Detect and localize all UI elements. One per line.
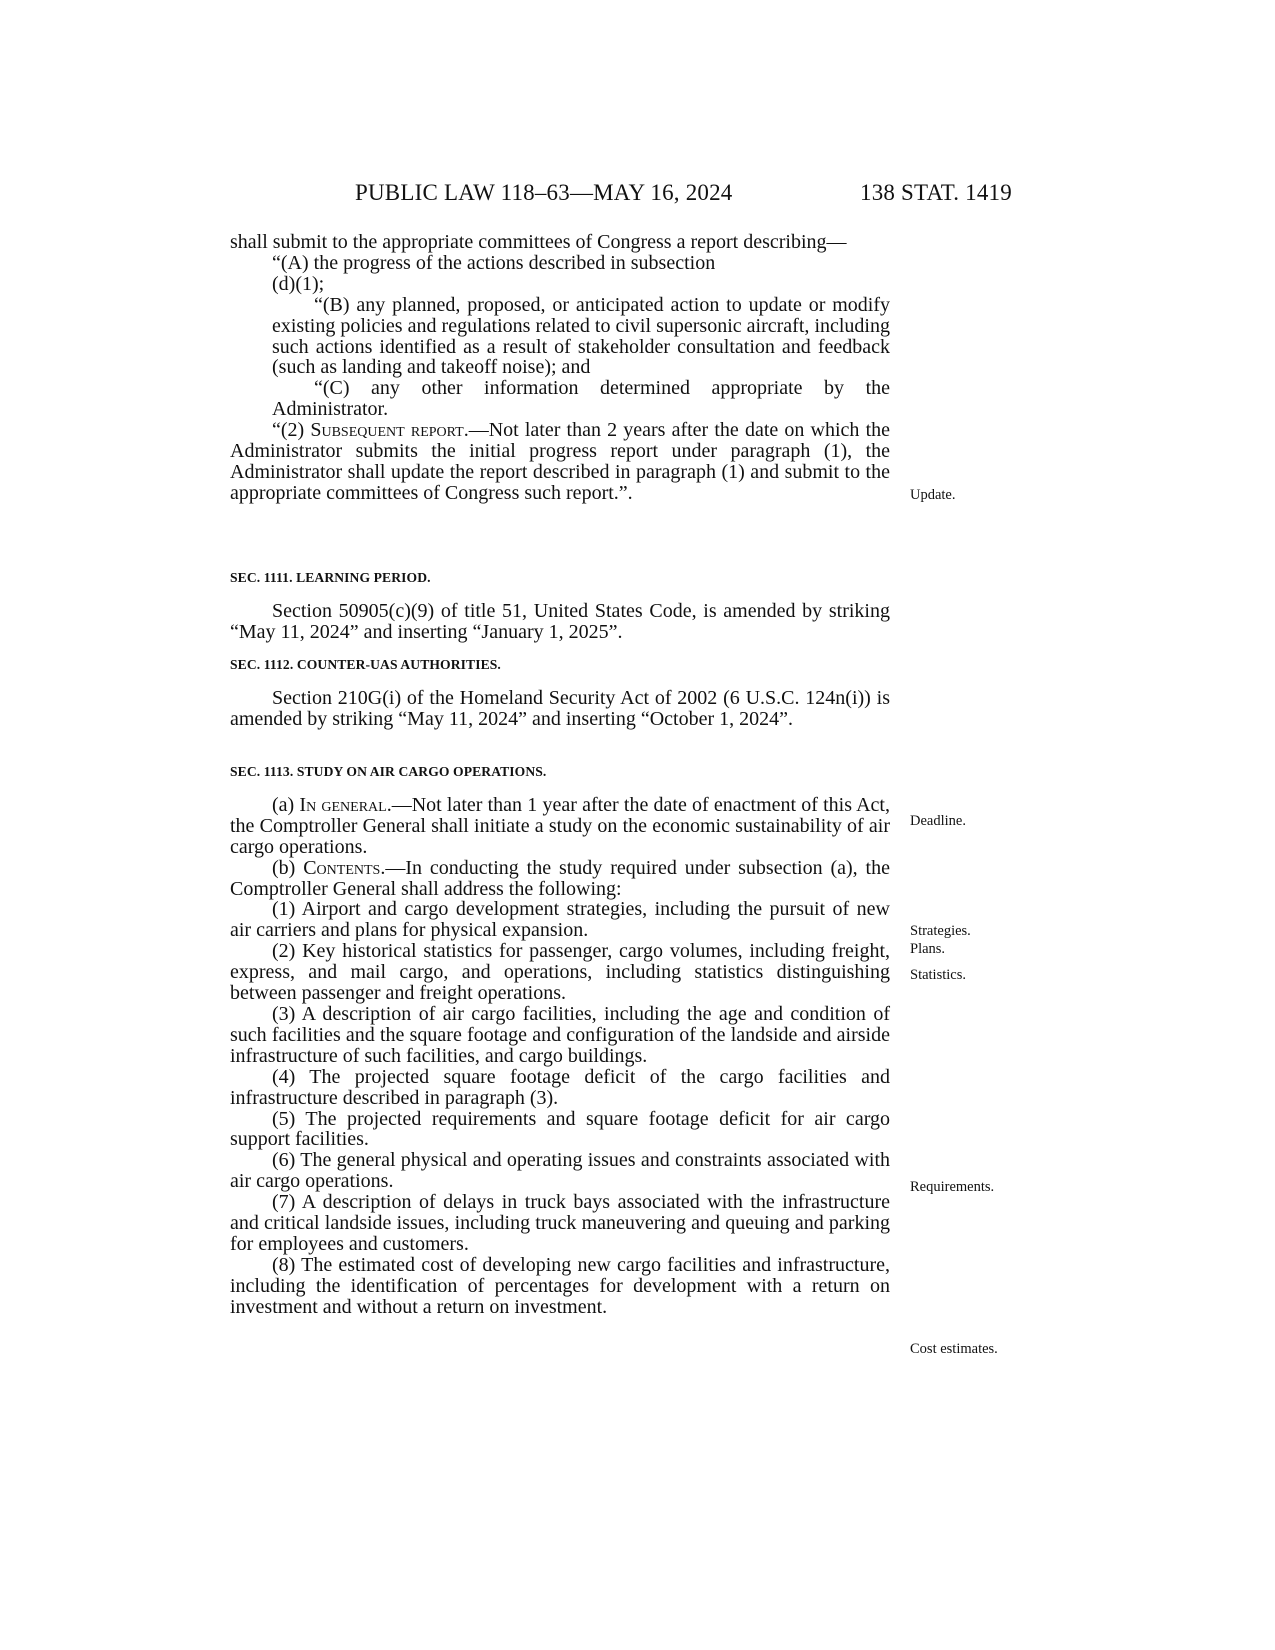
para-B	[230, 295, 890, 379]
para-A-line2: (d)(1);	[272, 272, 325, 295]
para-B-text: “(B) any planned, proposed, or anticipated action to update or modify existing policies and regulations related to civil supersonic aircraft, including such actions identified as a result of stakeholder consultation and feedback (such as landing and takeoff noise); and	[272, 293, 890, 379]
para-2-body: .—Not later than 2 years after the date on which the Administrator submits the initial progress report under paragraph (1), the Administrator shall update the report described in paragraph (1) and submit to the appropriate committees of Congress such report.”.	[230, 419, 891, 504]
subsection-b-body: .—In conducting the study required under subsection (a), the Comptroller General shall address the following:	[230, 856, 890, 900]
margin-note-statistics: Statistics.	[910, 967, 966, 983]
section-body: Section 50905(c)(9) of title 51, United States Code, is amended by striking “May 11, 2024” and inserting “January 1, 2025”.	[230, 599, 890, 643]
para-A-line1: “(A) the progress of the actions described in subsection	[272, 251, 716, 274]
section-heading: SEC. 1113. STUDY ON AIR CARGO OPERATIONS.	[230, 764, 547, 779]
item-5: (5) The projected requirements and square footage deficit for air cargo support facilities.	[230, 1107, 890, 1151]
section-body: Section 210G(i) of the Homeland Security Act of 2002 (6 U.S.C. 124n(i)) is amended by striking “May 11, 2024” and inserting “October 1, 2024”.	[230, 686, 890, 730]
margin-note-plans: Plans.	[910, 941, 946, 957]
subsection-b	[230, 858, 890, 900]
item-6: (6) The general physical and operating issues and constraints associated with air cargo operations.	[230, 1149, 890, 1193]
margin-note-update: Update.	[910, 487, 956, 503]
para-2-num: “(2)	[272, 419, 311, 442]
para-C-text: “(C) any other information determined appropriate by the Administrator.	[272, 377, 890, 421]
margin-note-cost: Cost estimates.	[910, 1341, 998, 1357]
margin-note-deadline: Deadline.	[910, 813, 966, 829]
running-header-title: PUBLIC LAW 118–63—MAY 16, 2024	[355, 180, 733, 205]
item-8: (8) The estimated cost of developing new cargo facilities and infrastructure, including the identification of percentages for development with a return on investment and without a return on investment.	[230, 1253, 890, 1318]
item-7: (7) A description of delays in truck bays associated with the infrastructure and critical landside issues, including truck maneuvering and queuing and parking for employees and customers.	[230, 1191, 890, 1255]
para-C	[230, 378, 890, 420]
section-1113	[230, 762, 890, 1318]
subsection-a-num: (a)	[272, 793, 300, 816]
body-top	[230, 232, 890, 504]
margin-note-strategies: Strategies.	[910, 923, 971, 939]
page-number: 138 STAT. 1419	[860, 180, 1012, 205]
section-heading: SEC. 1111. LEARNING PERIOD.	[230, 570, 431, 585]
item-2: (2) Key historical statistics for passenger, cargo volumes, including freight, express, and mail cargo, and operations, including statistics distinguishing between passenger and freight operations.	[230, 940, 890, 1005]
subsection-b-heading: Contents	[303, 856, 381, 879]
section-1111	[230, 568, 890, 643]
section-heading: SEC. 1112. COUNTER-UAS AUTHORITIES.	[230, 657, 501, 672]
item-3: (3) A description of air cargo facilities, including the age and condition of such facilities and the square footage and configuration of the landside and airside infrastructure of such facilities, and cargo buildings.	[230, 1002, 890, 1067]
subsection-b-num: (b)	[272, 856, 304, 879]
subsection-a-heading: In general	[299, 793, 387, 816]
margin-note-requirements: Requirements.	[910, 1179, 995, 1195]
para-2-heading: Subsequent report	[310, 419, 464, 442]
section-1112	[230, 655, 890, 730]
subsection-a-body: .—Not later than 1 year after the date of enactment of this Act, the Comptroller General shall initiate a study on the economic sustainability of air cargo operations.	[230, 793, 890, 858]
item-1: (1) Airport and cargo development strategies, including the pursuit of new air carriers and plans for physical expansion.	[230, 898, 890, 942]
para-intro: shall submit to the appropriate committees of Congress a report describing—	[230, 231, 847, 253]
subsection-a	[230, 795, 890, 858]
para-2	[230, 420, 890, 504]
para-A	[230, 253, 890, 295]
item-4: (4) The projected square footage deficit of the cargo facilities and infrastructure described in paragraph (3).	[230, 1065, 890, 1109]
